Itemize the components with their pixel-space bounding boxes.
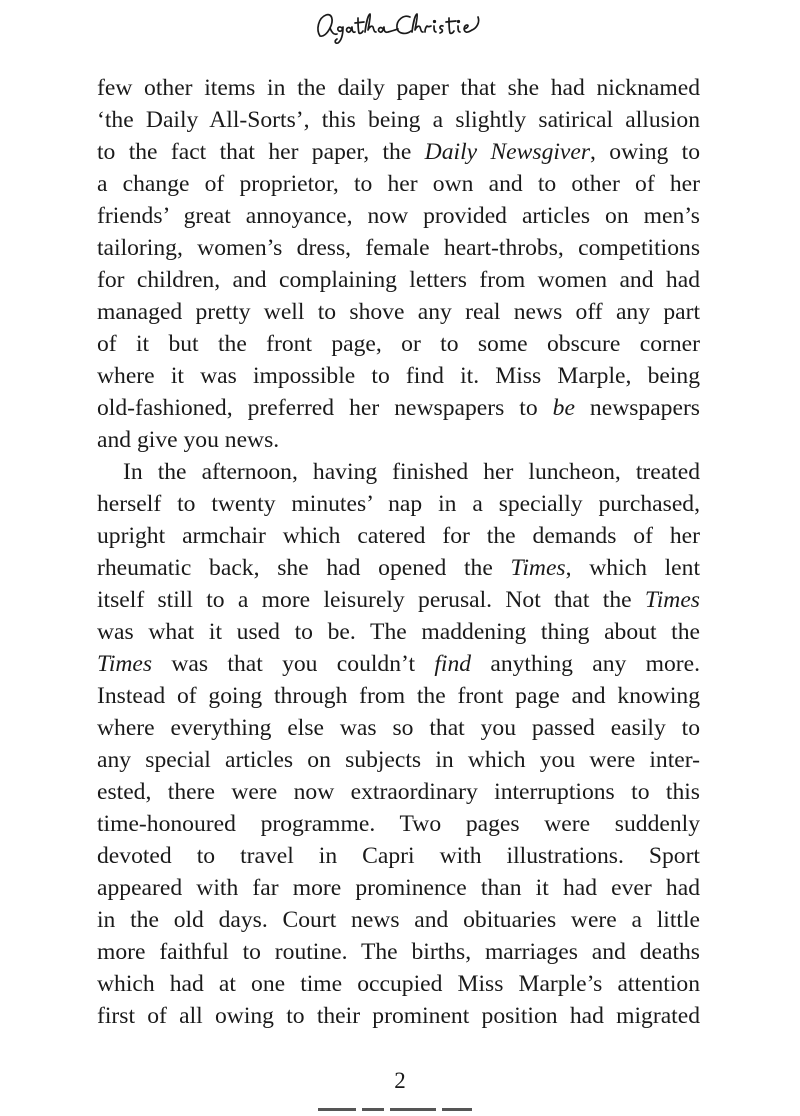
text-line: tailoring, women’s dress, female heart-throbs, competitions [97,235,700,261]
text-line: where everything else was so that you passed easily to [97,715,700,741]
text-line: few other items in the daily paper that she had nicknamed [97,75,700,101]
italic-emphasis: find [434,651,472,677]
text-line: upright armchair which catered for the demands of her [97,523,700,549]
text-line: ested, there were now extraordinary interruptions to this [97,779,700,805]
text-line: rheumatic back, she had opened the Times, which lent [97,555,700,581]
italic-emphasis: be [552,395,575,421]
text-line: Instead of going through from the front page and knowing [97,683,700,709]
text-line: and give you news. [97,427,280,453]
text-line: ‘the Daily All-Sorts’, this being a slightly satirical allusion [97,107,700,133]
italic-title: Daily Newsgiver [424,139,591,165]
text-line: Times was that you couldn’t find anything any more. [97,651,700,677]
text-line: time-honoured programme. Two pages were suddenly [97,811,700,837]
text-line: herself to twenty minutes’ nap in a specially purchased, [97,491,700,517]
italic-title: Times [510,555,566,581]
cut-off-running-text [318,1108,478,1116]
text-line: itself still to a more leisurely perusal. Not that the Times [97,587,700,613]
italic-title: Times [97,651,153,677]
text-line: where it was impossible to find it. Miss Marple, being [97,363,700,389]
text-line: old-fashioned, preferred her newspapers to be newspapers [97,395,700,421]
text-line: managed pretty well to shove any real news off any part [97,299,700,325]
text-line: of it but the front page, or to some obscure corner [97,331,700,357]
page-number: 2 [394,1068,406,1093]
text-line: a change of proprietor, to her own and to other of her [97,171,700,197]
signature-icon [312,6,488,46]
text-line: which had at one time occupied Miss Marple’s attention [97,971,700,997]
text-line: devoted to travel in Capri with illustrations. Sport [97,843,700,869]
text-line: first of all owing to their prominent position had migrated [97,1003,700,1029]
author-signature-logo [0,6,800,46]
text-line: for children, and complaining letters from women and had [97,267,700,293]
text-line: more faithful to routine. The births, marriages and deaths [97,939,700,965]
text-line: to the fact that her paper, the Daily Newsgiver, owing to [97,139,700,165]
italic-title: Times [644,587,700,613]
text-line: appeared with far more prominence than it had ever had [97,875,700,901]
text-line: friends’ great annoyance, now provided articles on men’s [97,203,700,229]
text-line: in the old days. Court news and obituaries were a little [97,907,700,933]
body-text [97,72,700,1032]
text-line: any special articles on subjects in which you were inter- [97,747,700,773]
text-line: was what it used to be. The maddening thing about the [97,619,700,645]
paragraph-start-line: In the afternoon, having finished her luncheon, treated [123,459,700,485]
